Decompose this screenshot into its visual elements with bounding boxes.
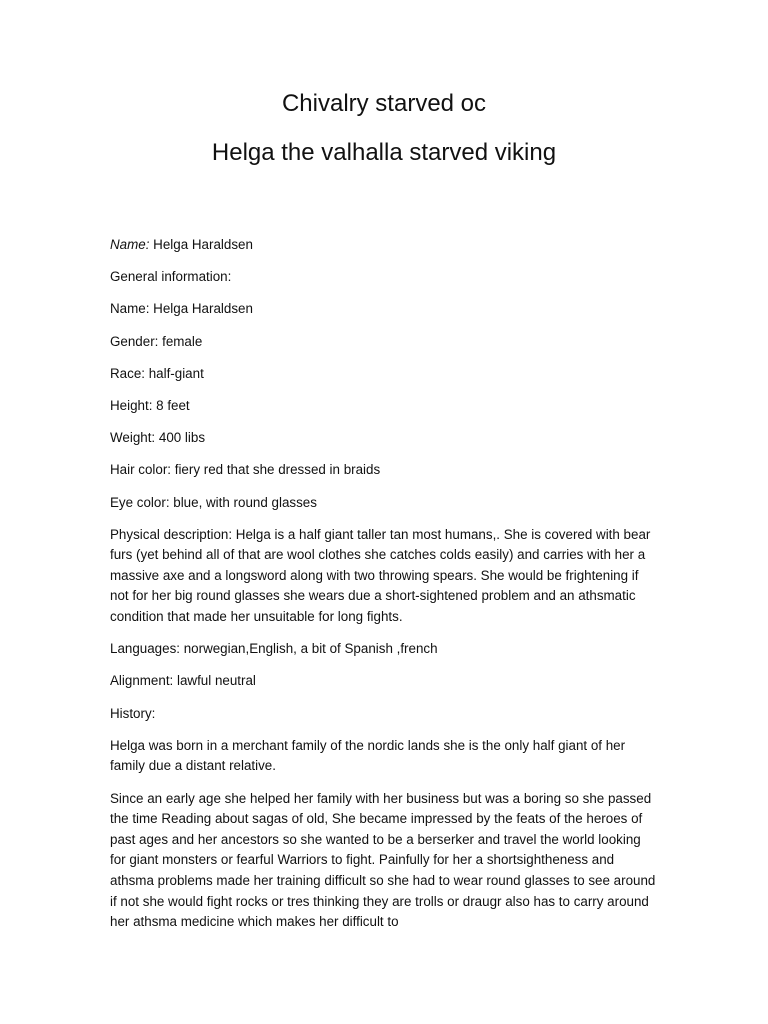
- paragraph-general-information: General information:: [110, 269, 232, 285]
- document-title-line-2: Helga the valhalla starved viking: [211, 139, 557, 166]
- paragraph-gender: Gender: female: [110, 333, 203, 349]
- paragraph-history-early-age: Since an early age she helped her family with her business but was a boring so she passed the time Reading about sagas of old, She became impressed by the feats of the heroes of past ages and her ancestors so she wanted to be a berserker and travel the world looking for giant monsters or fearful Warriors to fight. Painfully for her a shortsightheness and athsma problems made her training difficult so she had to wear round glasses to see around if not she would fight rocks or tres thinking they are trolls or draugr also has to carry around her athsma medicine which makes her difficult to: [110, 790, 656, 930]
- name-label: Name:: [110, 237, 150, 252]
- paragraph-eye-color: Eye color: blue, with round glasses: [110, 494, 317, 510]
- name-line: [110, 235, 660, 256]
- document-body: [110, 235, 660, 944]
- name-value: Helga Haraldsen: [149, 237, 253, 252]
- paragraph-history-heading: History:: [110, 705, 156, 721]
- paragraph-weight: Weight: 400 libs: [110, 430, 206, 446]
- paragraph-physical-description: Physical description: Helga is a half giant taller tan most humans,. She is covered with bear furs (yet behind all of that are wool clothes she catches colds easily) and carries with her a massive axe and a longsword along with two throwing spears. She would be frightening if not for her big round glasses she wears due a short-sightened problem and an athsmatic condition that made her unsuitable for long fights.: [110, 526, 651, 625]
- paragraph-languages: Languages: norwegian,English, a bit of Spanish ,french: [110, 641, 438, 657]
- document-title-line-1: Chivalry starved oc: [281, 90, 487, 117]
- paragraph-hair-color: Hair color: fiery red that she dressed in braids: [110, 462, 381, 478]
- paragraph-alignment: Alignment: lawful neutral: [110, 673, 256, 689]
- paragraph-name: Name: Helga Haraldsen: [110, 301, 253, 317]
- paragraph-race: Race: half-giant: [110, 365, 204, 381]
- paragraph-history-birth: Helga was born in a merchant family of the nordic lands she is the only half giant of her family due a distant relative.: [110, 737, 626, 774]
- paragraph-height: Height: 8 feet: [110, 397, 190, 413]
